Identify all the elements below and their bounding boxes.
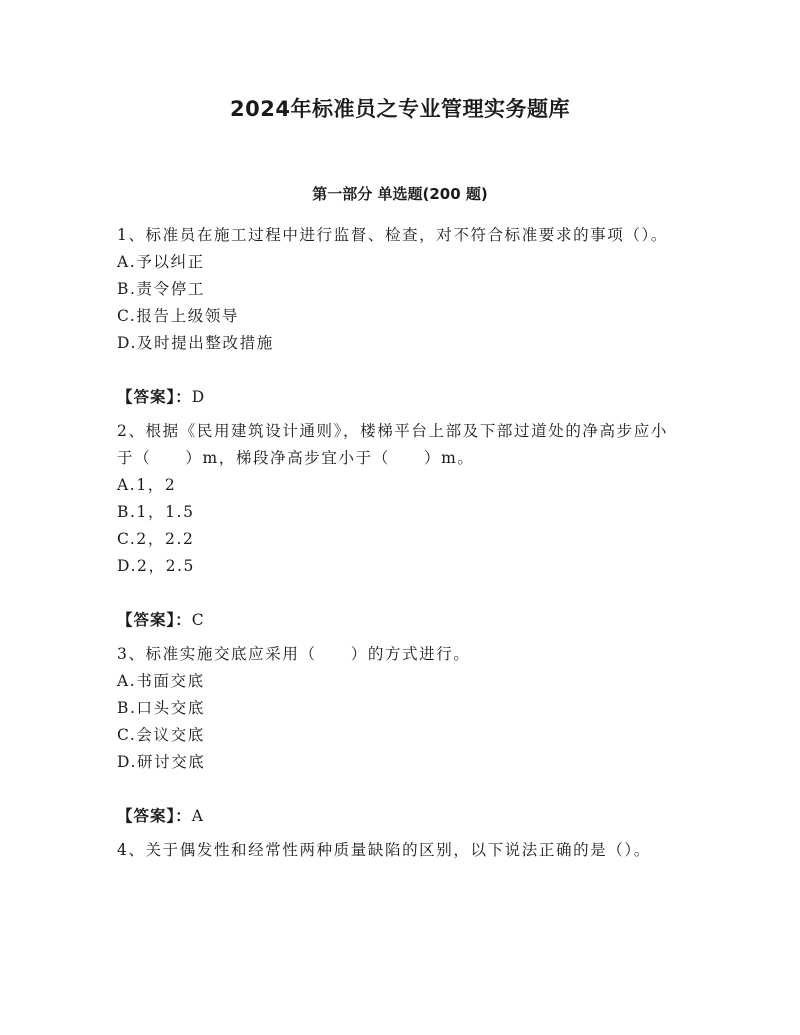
question-stem: 3、标准实施交底应采用（ ）的方式进行。	[117, 645, 471, 663]
option-b: B.1，1.5	[117, 503, 195, 521]
option-c: C.会议交底	[117, 726, 205, 744]
question-1	[117, 222, 677, 411]
option-b: B.责令停工	[117, 280, 205, 298]
answer-line	[117, 607, 677, 634]
question-stem: 2、根据《民用建筑设计通则》，楼梯平台上部及下部过道处的净高步应小于（ ）m，梯段净高步宜小于（ ）m。	[117, 422, 668, 467]
option-a: A.予以纠正	[117, 253, 205, 271]
question-stem: 1、标准员在施工过程中进行监督、检查，对不符合标准要求的事项（）。	[117, 226, 668, 244]
option-a: A.1，2	[117, 476, 177, 494]
section-heading: 第一部分 单选题(200 题)	[312, 185, 488, 203]
option-c: C.2，2.2	[117, 530, 195, 548]
option-d: D.2，2.5	[117, 557, 196, 575]
question-4	[117, 837, 677, 864]
option-a: A.书面交底	[117, 672, 205, 690]
answer-label: 【答案】：	[117, 388, 192, 406]
answer-label: 【答案】：	[117, 807, 192, 825]
option-c: C.报告上级领导	[117, 307, 240, 325]
answer-value: A	[191, 807, 204, 825]
option-b: B.口头交底	[117, 699, 205, 717]
question-3	[117, 641, 677, 830]
answer-label: 【答案】：	[117, 611, 192, 629]
question-list	[117, 222, 677, 864]
answer-line	[117, 384, 677, 411]
question-2	[117, 418, 677, 634]
option-d: D.及时提出整改措施	[117, 334, 274, 352]
answer-value: D	[191, 388, 206, 406]
question-stem: 4、关于偶发性和经常性两种质量缺陷的区别，以下说法正确的是（）。	[117, 841, 651, 859]
option-d: D.研讨交底	[117, 753, 206, 771]
answer-value: C	[191, 611, 205, 629]
answer-line	[117, 803, 677, 830]
document-title: 2024年标准员之专业管理实务题库	[230, 97, 570, 121]
